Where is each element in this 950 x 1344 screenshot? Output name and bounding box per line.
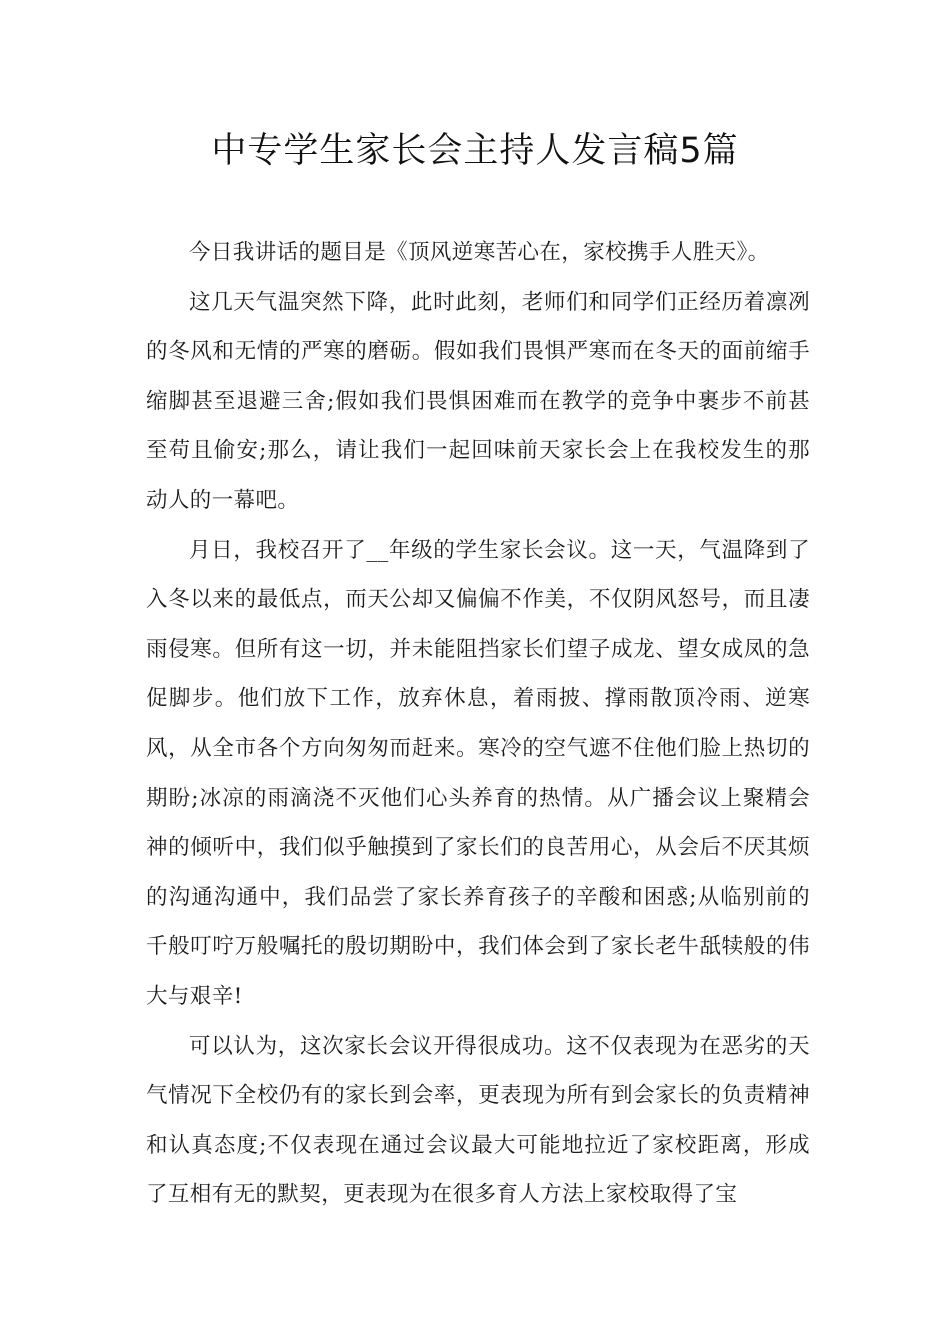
paragraph: 可以认为，这次家长会议开得很成功。这不仅表现为在恶劣的天气情况下全校仍有的家长到会率，更表现为所有到会家长的负责精神和认真态度;不仅表现在通过会议最大可能地拉近了家校距离，形成了互相有无的默契，更表现为在很多育人方法上家校取得了宝 xyxy=(146,1033,810,1208)
document-title: 中专学生家长会主持人发言稿5篇 xyxy=(211,131,739,171)
paragraph: 今日我讲话的题目是《顶风逆寒苦心在，家校携手人胜天》。 xyxy=(189,240,770,265)
document-body xyxy=(146,228,810,1220)
paragraph: 月日，我校召开了__年级的学生家长会议。这一天，气温降到了入冬以来的最低点，而天公却又偏偏不作美，不仅阴风怒号，而且凄雨侵寒。但所有这一切，并未能阻挡家长们望子成龙、望女成凤的急促脚步。他们放下工作，放弃休息，着雨披、撑雨散顶冷雨、逆寒风，从全市各个方向匆匆而赶来。寒冷的空气遮不住他们脸上热切的期盼;冰凉的雨滴浇不灭他们心头养育的热情。从广播会议上聚精会神的倾听中，我们似乎触摸到了家长们的良苦用心，从会后不厌其烦的沟通沟通中，我们品尝了家长养育孩子的辛酸和困惑;从临别前的千般叮咛万般嘱托的殷切期盼中，我们体会到了家长老牛舐犊般的伟大与艰辛! xyxy=(146,537,810,1009)
paragraph: 这几天气温突然下降，此时此刻，老师们和同学们正经历着凛冽的冬风和无情的严寒的磨砺。假如我们畏惧严寒而在冬天的面前缩手缩脚甚至退避三舍;假如我们畏惧困难而在教学的竞争中裹步不前甚至苟且偷安;那么，请让我们一起回味前天家长会上在我校发生的那动人的一幕吧。 xyxy=(146,289,810,513)
